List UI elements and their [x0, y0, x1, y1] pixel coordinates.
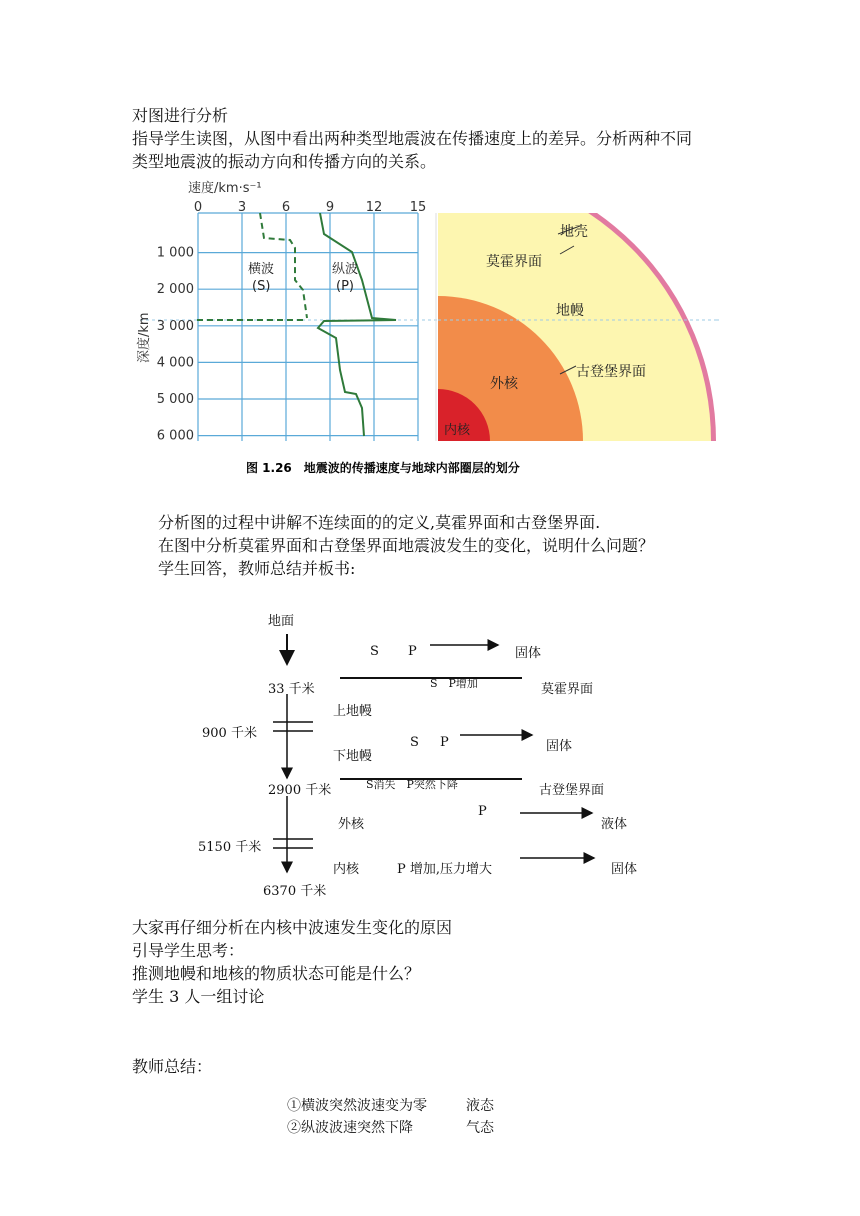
depth-6370: 6370 千米	[263, 884, 327, 899]
speed-tick-label: 6	[281, 200, 291, 215]
depth-tick-label: 5 000	[156, 392, 194, 407]
followup-line-2: 引导学生思考：	[132, 941, 245, 960]
inner-core-board-label: 内核	[333, 862, 360, 877]
summary-item-2: ②纵波波速突然下降	[287, 1120, 413, 1136]
depth-tick-label: 3 000	[156, 318, 194, 334]
p-symbol-3: P	[478, 804, 487, 819]
gutenberg-board-label: 古登堡界面	[539, 783, 605, 798]
summary-item-1: ①横波突然波速变为零	[287, 1098, 427, 1114]
speed-tick-label: 12	[365, 200, 383, 215]
summary-item-2-state: 气态	[466, 1120, 494, 1136]
outer-core-board-label: 外核	[338, 817, 365, 832]
figure-caption: 图 1.26 地震波的传播速度与地球内部圈层的划分	[246, 461, 520, 475]
depth-tick-label: 4 000	[156, 355, 194, 371]
summary-title: 教师总结：	[132, 1057, 213, 1076]
gutenberg-note: S消失 P突然下降	[366, 778, 458, 791]
intro-line-1: 指导学生读图，从图中看出两种类型地震波在传播速度上的差异。分析两种不同	[132, 129, 693, 148]
speed-tick-label: 3	[237, 200, 247, 215]
followup-line-1: 大家再仔细分析在内核中波速发生变化的原因	[132, 918, 453, 937]
lower-mantle-label: 下地幔	[333, 749, 373, 764]
depth-33: 33 千米	[268, 682, 315, 697]
followup-line-3: 推测地幔和地核的物质状态可能是什么？	[132, 964, 421, 983]
explain-line-2: 在图中分析莫霍界面和古登堡界面地震波发生的变化，说明什么问题？	[158, 536, 655, 555]
solid-label-1: 固体	[515, 646, 542, 661]
depth-2900: 2900 千米	[268, 783, 332, 798]
followup-line-4: 学生 3 人一组讨论	[132, 987, 265, 1006]
crust-label: 地壳	[560, 224, 588, 240]
speed-axis-label: 速度/km·s⁻¹	[188, 181, 262, 196]
depth-tick-label: 2 000	[156, 282, 194, 298]
s-symbol-2: S	[410, 735, 419, 750]
inner-core-label: 内核	[444, 423, 471, 438]
p-wave-symbol: (P)	[336, 279, 354, 294]
mantle-label: 地幔	[556, 303, 584, 319]
section-heading: 对图进行分析	[132, 106, 229, 125]
solid-label-3: 固体	[611, 862, 638, 877]
s-symbol-1: S	[370, 644, 379, 659]
inner-core-note: P 增加,压力增大	[397, 862, 493, 877]
summary-item-1-state: 液态	[466, 1098, 494, 1114]
s-wave-symbol: (S)	[252, 279, 271, 294]
speed-tick-label: 0	[193, 200, 203, 215]
p-symbol-1: P	[408, 644, 417, 659]
explain-line-3: 学生回答，教师总结并板书:	[158, 559, 356, 578]
ground-label: 地面	[268, 614, 295, 629]
depth-900: 900 千米	[202, 726, 257, 741]
depth-tick-label: 6 000	[156, 428, 194, 444]
moho-label: 莫霍界面	[486, 254, 542, 270]
depth-tick-label: 1 000	[156, 245, 194, 261]
p-wave-label: 纵波	[332, 262, 359, 277]
s-wave-label: 横波	[248, 262, 275, 277]
intro-line-2: 类型地震波的振动方向和传播方向的关系。	[132, 152, 437, 171]
outer-core-label: 外核	[490, 376, 518, 392]
moho-board-label: 莫霍界面	[541, 682, 594, 697]
depth-axis-label: 深度/km	[137, 312, 152, 363]
upper-mantle-label: 上地幔	[333, 704, 373, 719]
solid-label-2: 固体	[546, 739, 573, 754]
moho-note: S P增加	[430, 677, 478, 690]
gutenberg-label: 古登堡界面	[576, 364, 646, 380]
p-symbol-2: P	[440, 735, 449, 750]
speed-tick-label: 15	[409, 200, 427, 215]
liquid-label: 液体	[601, 817, 628, 832]
speed-tick-label: 9	[325, 200, 335, 215]
explain-line-1: 分析图的过程中讲解不连续面的的定义,莫霍界面和古登堡界面.	[158, 513, 601, 532]
depth-5150: 5150 千米	[198, 840, 262, 855]
